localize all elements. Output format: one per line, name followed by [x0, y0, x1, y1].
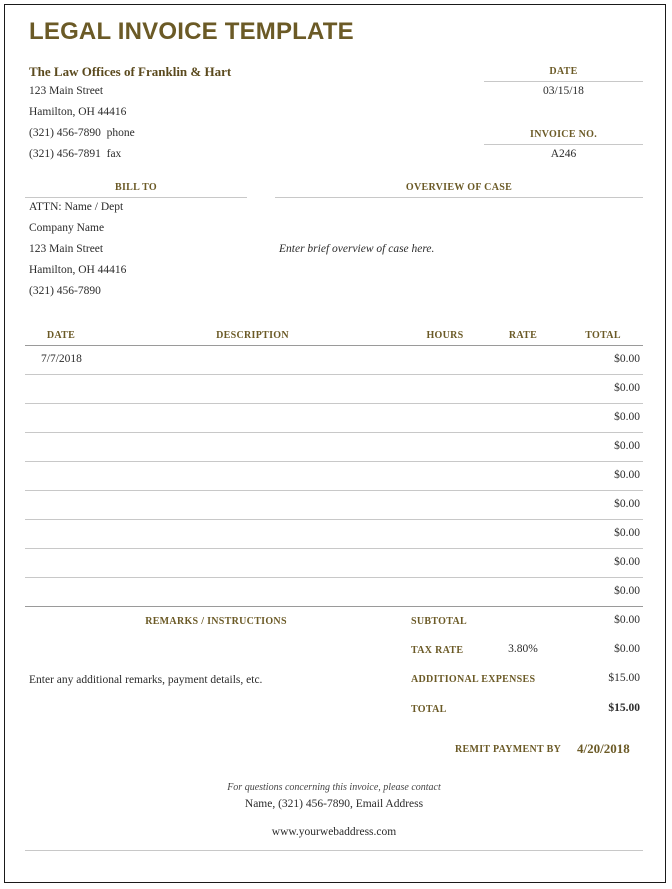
- table-header-rule: [25, 345, 643, 346]
- col-header-total: TOTAL: [585, 330, 621, 341]
- col-header-hours: HOURS: [426, 330, 464, 341]
- overview-text: Enter brief overview of case here.: [279, 243, 435, 255]
- row-4-total: $0.00: [614, 440, 640, 452]
- invoice-rule: [484, 144, 643, 145]
- row-6-rule: [25, 519, 643, 520]
- row-6-total: $0.00: [614, 498, 640, 510]
- col-header-date: DATE: [46, 330, 76, 341]
- date-label: DATE: [549, 66, 578, 77]
- overview-rule: [275, 197, 643, 198]
- total-label: TOTAL: [411, 704, 447, 715]
- tax-rate-value: 3.80%: [508, 643, 538, 655]
- row-9-rule: [25, 606, 643, 607]
- bill-to-street: 123 Main Street: [29, 243, 104, 255]
- bill-to-attn: ATTN: Name / Dept: [29, 201, 124, 213]
- row-1-date: 7/7/2018: [41, 353, 82, 365]
- footer-question: For questions concerning this invoice, please contact: [227, 782, 441, 793]
- col-header-rate: RATE: [508, 330, 538, 341]
- bill-to-city: Hamilton, OH 44416: [29, 264, 127, 276]
- date-rule: [484, 81, 643, 82]
- subtotal-label: SUBTOTAL: [411, 616, 467, 627]
- invoice-no-label: INVOICE NO.: [530, 129, 597, 140]
- row-7-total: $0.00: [614, 527, 640, 539]
- row-4-rule: [25, 461, 643, 462]
- row-5-total: $0.00: [614, 469, 640, 481]
- row-2-total: $0.00: [614, 382, 640, 394]
- row-3-total: $0.00: [614, 411, 640, 423]
- row-3-rule: [25, 432, 643, 433]
- bill-to-phone: (321) 456-7890: [29, 285, 101, 297]
- remit-date: 4/20/2018: [577, 741, 630, 756]
- row-5-rule: [25, 490, 643, 491]
- bill-to-label: BILL TO: [114, 182, 158, 193]
- row-2-rule: [25, 403, 643, 404]
- remarks-text: Enter any additional remarks, payment details, etc.: [29, 674, 263, 686]
- row-8-rule: [25, 577, 643, 578]
- remit-label: REMIT PAYMENT BY: [455, 744, 562, 755]
- col-header-description: DESCRIPTION: [216, 330, 289, 341]
- additional-expenses-label: ADDITIONAL EXPENSES: [411, 674, 536, 685]
- footer-contact: Name, (321) 456-7890, Email Address: [244, 798, 424, 810]
- tax-amount: $0.00: [614, 643, 640, 655]
- page-title: LEGAL INVOICE TEMPLATE: [29, 18, 354, 45]
- subtotal-value: $0.00: [614, 614, 640, 626]
- row-9-total: $0.00: [614, 585, 640, 597]
- footer-web: www.yourwebaddress.com: [271, 826, 397, 838]
- firm-city: Hamilton, OH 44416: [29, 106, 127, 118]
- footer-rule: [25, 850, 643, 851]
- invoice-no-value: A246: [550, 148, 577, 160]
- row-7-rule: [25, 548, 643, 549]
- firm-name: The Law Offices of Franklin & Hart: [29, 64, 232, 79]
- bill-to-rule: [25, 197, 247, 198]
- remarks-label: REMARKS / INSTRUCTIONS: [145, 616, 287, 627]
- bill-to-company: Company Name: [29, 222, 105, 234]
- firm-street: 123 Main Street: [29, 85, 104, 97]
- row-8-total: $0.00: [614, 556, 640, 568]
- row-1-total: $0.00: [614, 353, 640, 365]
- firm-fax: (321) 456-7891 fax: [29, 148, 122, 160]
- tax-rate-label: TAX RATE: [411, 645, 464, 656]
- additional-expenses-value: $15.00: [608, 672, 640, 684]
- firm-phone: (321) 456-7890 phone: [29, 127, 135, 139]
- total-value: $15.00: [608, 702, 640, 714]
- date-value: 03/15/18: [543, 85, 584, 97]
- row-1-rule: [25, 374, 643, 375]
- overview-label: OVERVIEW OF CASE: [405, 182, 513, 193]
